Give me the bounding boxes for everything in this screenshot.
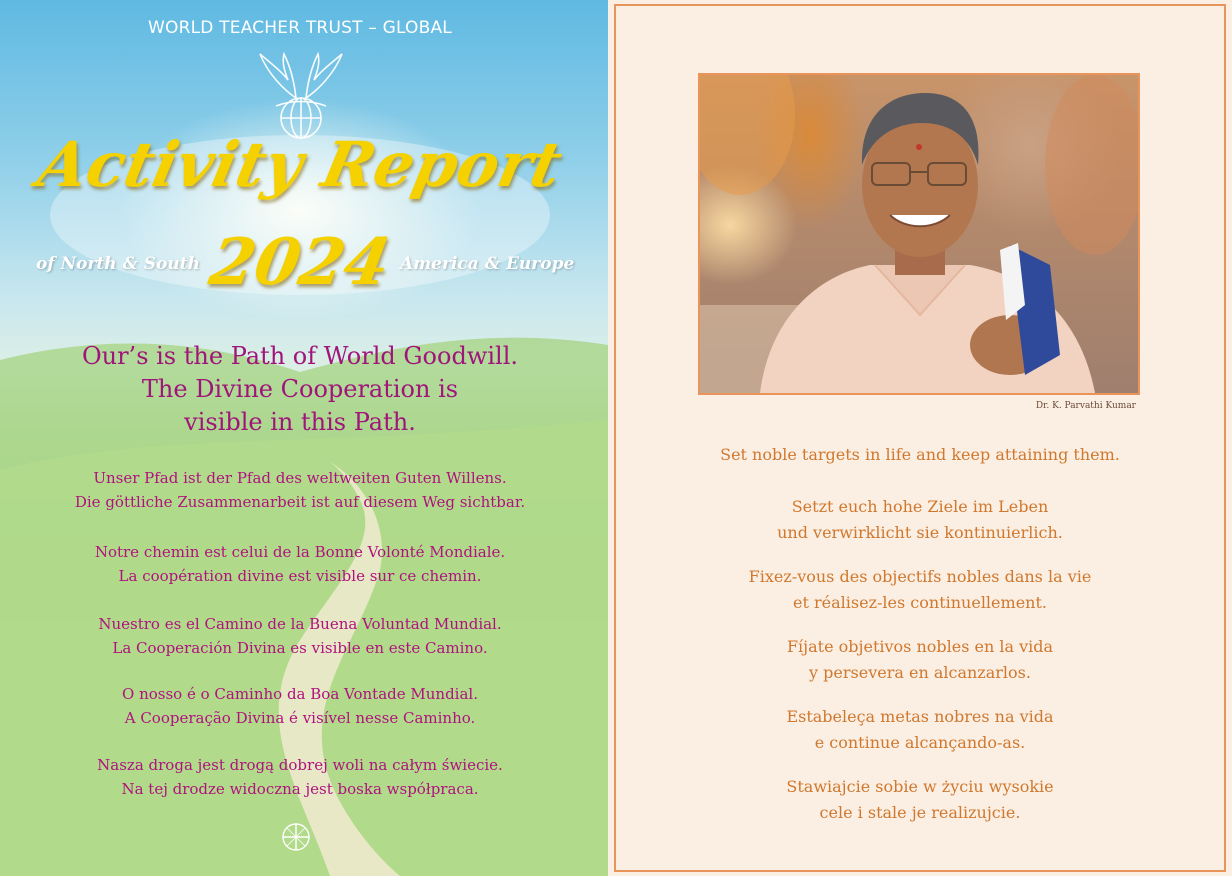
quote-spanish <box>616 634 1224 685</box>
quote-line: y persevera en alcanzarlos. <box>809 662 1031 682</box>
quote-line: Setzt euch hohe Ziele im Leben <box>791 497 1049 516</box>
translation-line: Nasza droga jest drogą dobrej woli na całym świecie. <box>97 756 503 774</box>
quote-french <box>616 564 1224 615</box>
translation-german <box>0 466 600 514</box>
quote-line: Stawiajcie sobie w życiu wysokie <box>786 777 1054 796</box>
translation-line: A Cooperação Divina é visível nesse Caminho. <box>124 709 476 727</box>
translation-polish <box>0 753 600 801</box>
circle-cross-symbol-icon <box>281 822 311 852</box>
quote-line: Fixez-vous des objectifs nobles dans la vie <box>748 567 1092 586</box>
translation-line: Unser Pfad ist der Pfad des weltweiten Guten Willens. <box>93 469 507 487</box>
portrait-figure <box>700 75 1138 393</box>
translation-portuguese <box>0 682 600 730</box>
region-label-right: America & Europe <box>400 254 575 274</box>
quote-line: Fíjate objetivos nobles en la vida <box>786 637 1054 656</box>
motto <box>0 340 600 439</box>
translation-french <box>0 540 600 588</box>
translation-line: Die göttliche Zusammenarbeit ist auf diesem Weg sichtbar. <box>74 493 526 511</box>
quote-panel <box>614 4 1226 872</box>
organization-title: WORLD TEACHER TRUST – GLOBAL <box>148 18 452 38</box>
translation-line: La Cooperación Divina es visible en este Camino. <box>112 639 488 657</box>
quote-polish <box>616 774 1224 825</box>
quote-line: e continue alcançando-as. <box>814 732 1026 752</box>
motto-line: The Divine Cooperation is <box>141 375 459 404</box>
motto-line: visible in this Path. <box>184 408 416 437</box>
translation-spanish <box>0 612 600 660</box>
quote-english <box>616 442 1224 468</box>
translation-line: Na tej drodze widoczna jest boska współpraca. <box>121 780 479 798</box>
translation-line: O nosso é o Caminho da Boa Vontade Mundial. <box>122 685 478 703</box>
quote-line: Estabeleça metas nobres na vida <box>786 707 1054 726</box>
quote-line: et réalisez-les continuellement. <box>793 592 1047 612</box>
quote-line: cele i stale je realizujcie. <box>819 802 1021 822</box>
motto-line: Our’s is the Path of World Goodwill. <box>81 342 519 370</box>
report-title: Activity Report <box>31 128 569 201</box>
quote-line: und verwirklicht sie kontinuierlich. <box>777 522 1063 542</box>
translation-line: La coopération divine est visible sur ce chemin. <box>118 567 482 585</box>
region-label-left: of North & South <box>36 254 200 274</box>
quote-line: Set noble targets in life and keep attaining them. <box>720 445 1120 464</box>
report-year: 2024 <box>204 225 396 300</box>
translation-line: Nuestro es el Camino de la Buena Voluntad Mundial. <box>98 615 502 633</box>
photo-caption: Dr. K. Parvathi Kumar <box>1035 401 1136 411</box>
portrait-photo <box>698 73 1140 395</box>
cover-panel <box>0 0 608 876</box>
quote-portuguese <box>616 704 1224 755</box>
quote-german <box>616 494 1224 545</box>
translation-line: Notre chemin est celui de la Bonne Volonté Mondiale. <box>94 543 506 561</box>
